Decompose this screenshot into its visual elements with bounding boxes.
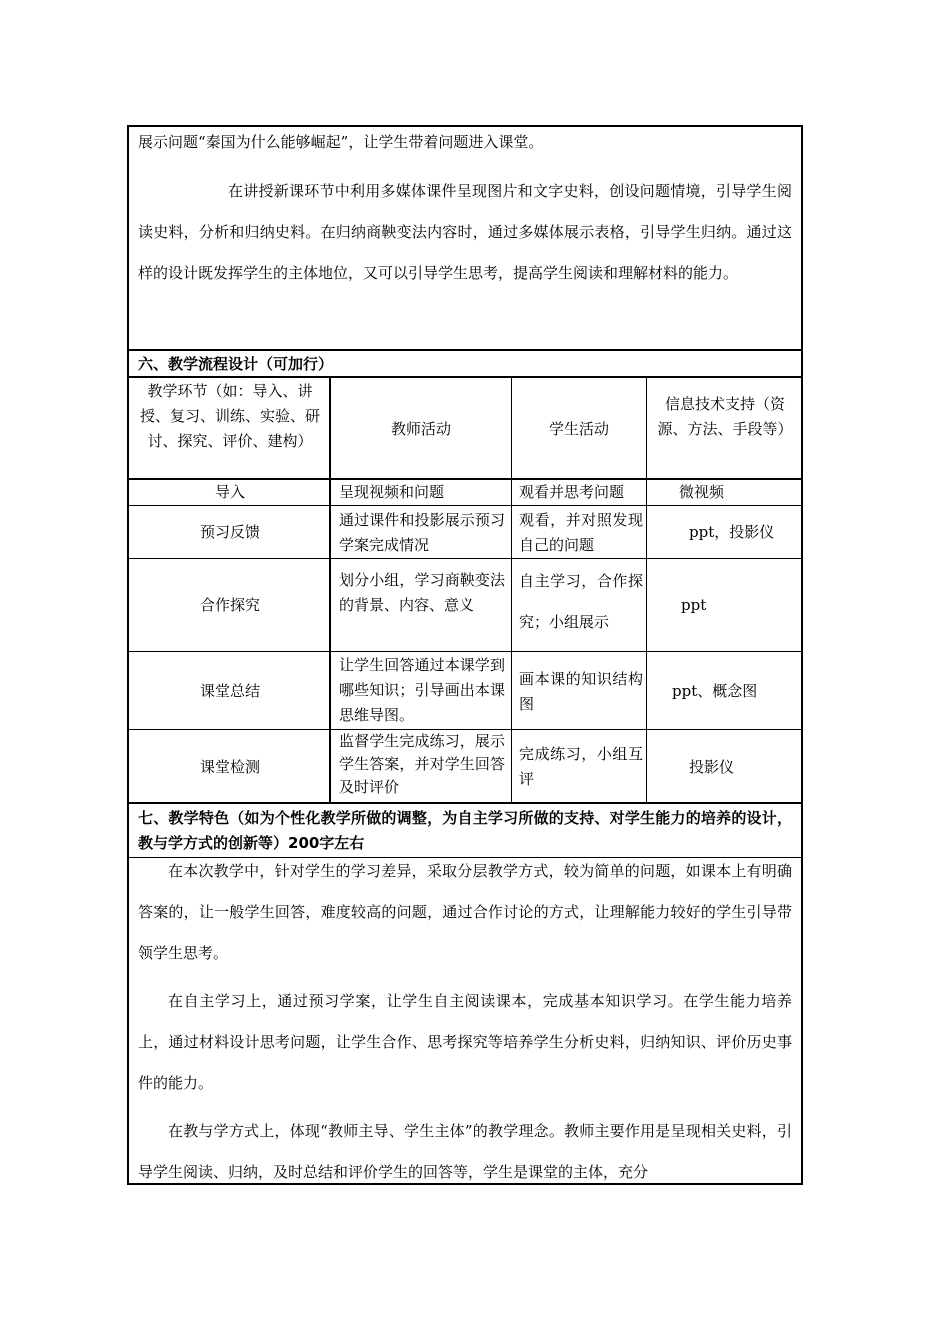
row-teacher: 划分小组，学习商鞅变法的背景、内容、意义 [339,571,505,614]
section7-paragraph: 在自主学习上，通过预习学案，让学生自主阅读课本，完成基本知识学习。在学生能力培养上，通过材料设计思考问题，让学生合作、思考探究等培养学生分析史料，归纳知识、评价历史事件的能力。 [138,992,792,1092]
divider [129,505,801,506]
header-stage: 教学环节（如：导入、讲授、复习、训练、实验、研讨、探究、评价、建构） [139,382,320,450]
row-teacher: 让学生回答通过本课学到哪些知识；引导画出本课思维导图。 [339,656,505,724]
intro-line: 展示问题“秦国为什么能够崛起”，让学生带着问题进入课堂。 [138,133,544,151]
row-teacher: 通过课件和投影展示预习学案完成情况 [339,511,505,554]
section7-paragraph: 在本次教学中，针对学生的学习差异，采取分层教学方式，较为简单的问题，如课本上有明确答案的，让一般学生回答，难度较高的问题，通过合作讨论的方式，让理解能力较好的学生引导带领学生思考。 [138,862,792,962]
row-stage: 课堂检测 [199,758,260,776]
divider [129,802,801,804]
column-divider [646,376,647,802]
header-student: 学生活动 [548,420,609,438]
row-stage: 课堂总结 [199,682,260,700]
row-student: 自主学习，合作探究；小组展示 [519,572,643,631]
row-student: 观看，并对照发现自己的问题 [519,511,643,554]
divider [129,651,801,652]
row-stage: 预习反馈 [199,523,260,541]
divider [129,376,801,378]
divider [129,349,801,351]
section6-title: 六、教学流程设计（可加行） [138,355,334,373]
row-tech: 微视频 [679,483,725,501]
row-stage: 导入 [214,483,245,501]
intro-paragraph: 在讲授新课环节中利用多媒体课件呈现图片和文字史料，创设问题情境，引导学生阅读史料，分析和归纳史料。在归纳商鞅变法内容时，通过多媒体展示表格，引导学生归纳。通过这样的设计既发挥学生的主体地位，又可以引导学生思考，提高学生阅读和理解材料的能力。 [138,182,792,282]
row-teacher: 监督学生完成练习，展示学生答案，并对学生回答及时评价 [339,732,505,796]
row-student: 观看并思考问题 [519,483,625,501]
section7-paragraph: 在教与学方式上，体现“教师主导、学生主体”的教学理念。教师主要作用是呈现相关史料，引导学生阅读、归纳，及时总结和评价学生的回答等，学生是课堂的主体，充分 [138,1122,792,1181]
row-tech: ppt [681,596,707,614]
header-tech: 信息技术支持（资源、方法、手段等） [657,395,793,438]
row-tech: 投影仪 [689,758,735,776]
row-teacher: 呈现视频和问题 [339,483,445,501]
row-student: 完成练习，小组互评 [519,745,643,788]
divider [129,558,801,559]
row-student: 画本课的知识结构图 [519,670,643,713]
header-teacher: 教师活动 [390,420,451,438]
row-stage: 合作探究 [199,596,260,614]
row-tech: ppt、概念图 [672,682,758,700]
row-tech: ppt，投影仪 [689,523,775,541]
lesson-plan-table [127,125,803,1185]
section7-title: 七、教学特色（如为个性化教学所做的调整，为自主学习所做的支持、对学生能力的培养的设计，教与学方式的创新等）200字左右 [138,809,792,852]
